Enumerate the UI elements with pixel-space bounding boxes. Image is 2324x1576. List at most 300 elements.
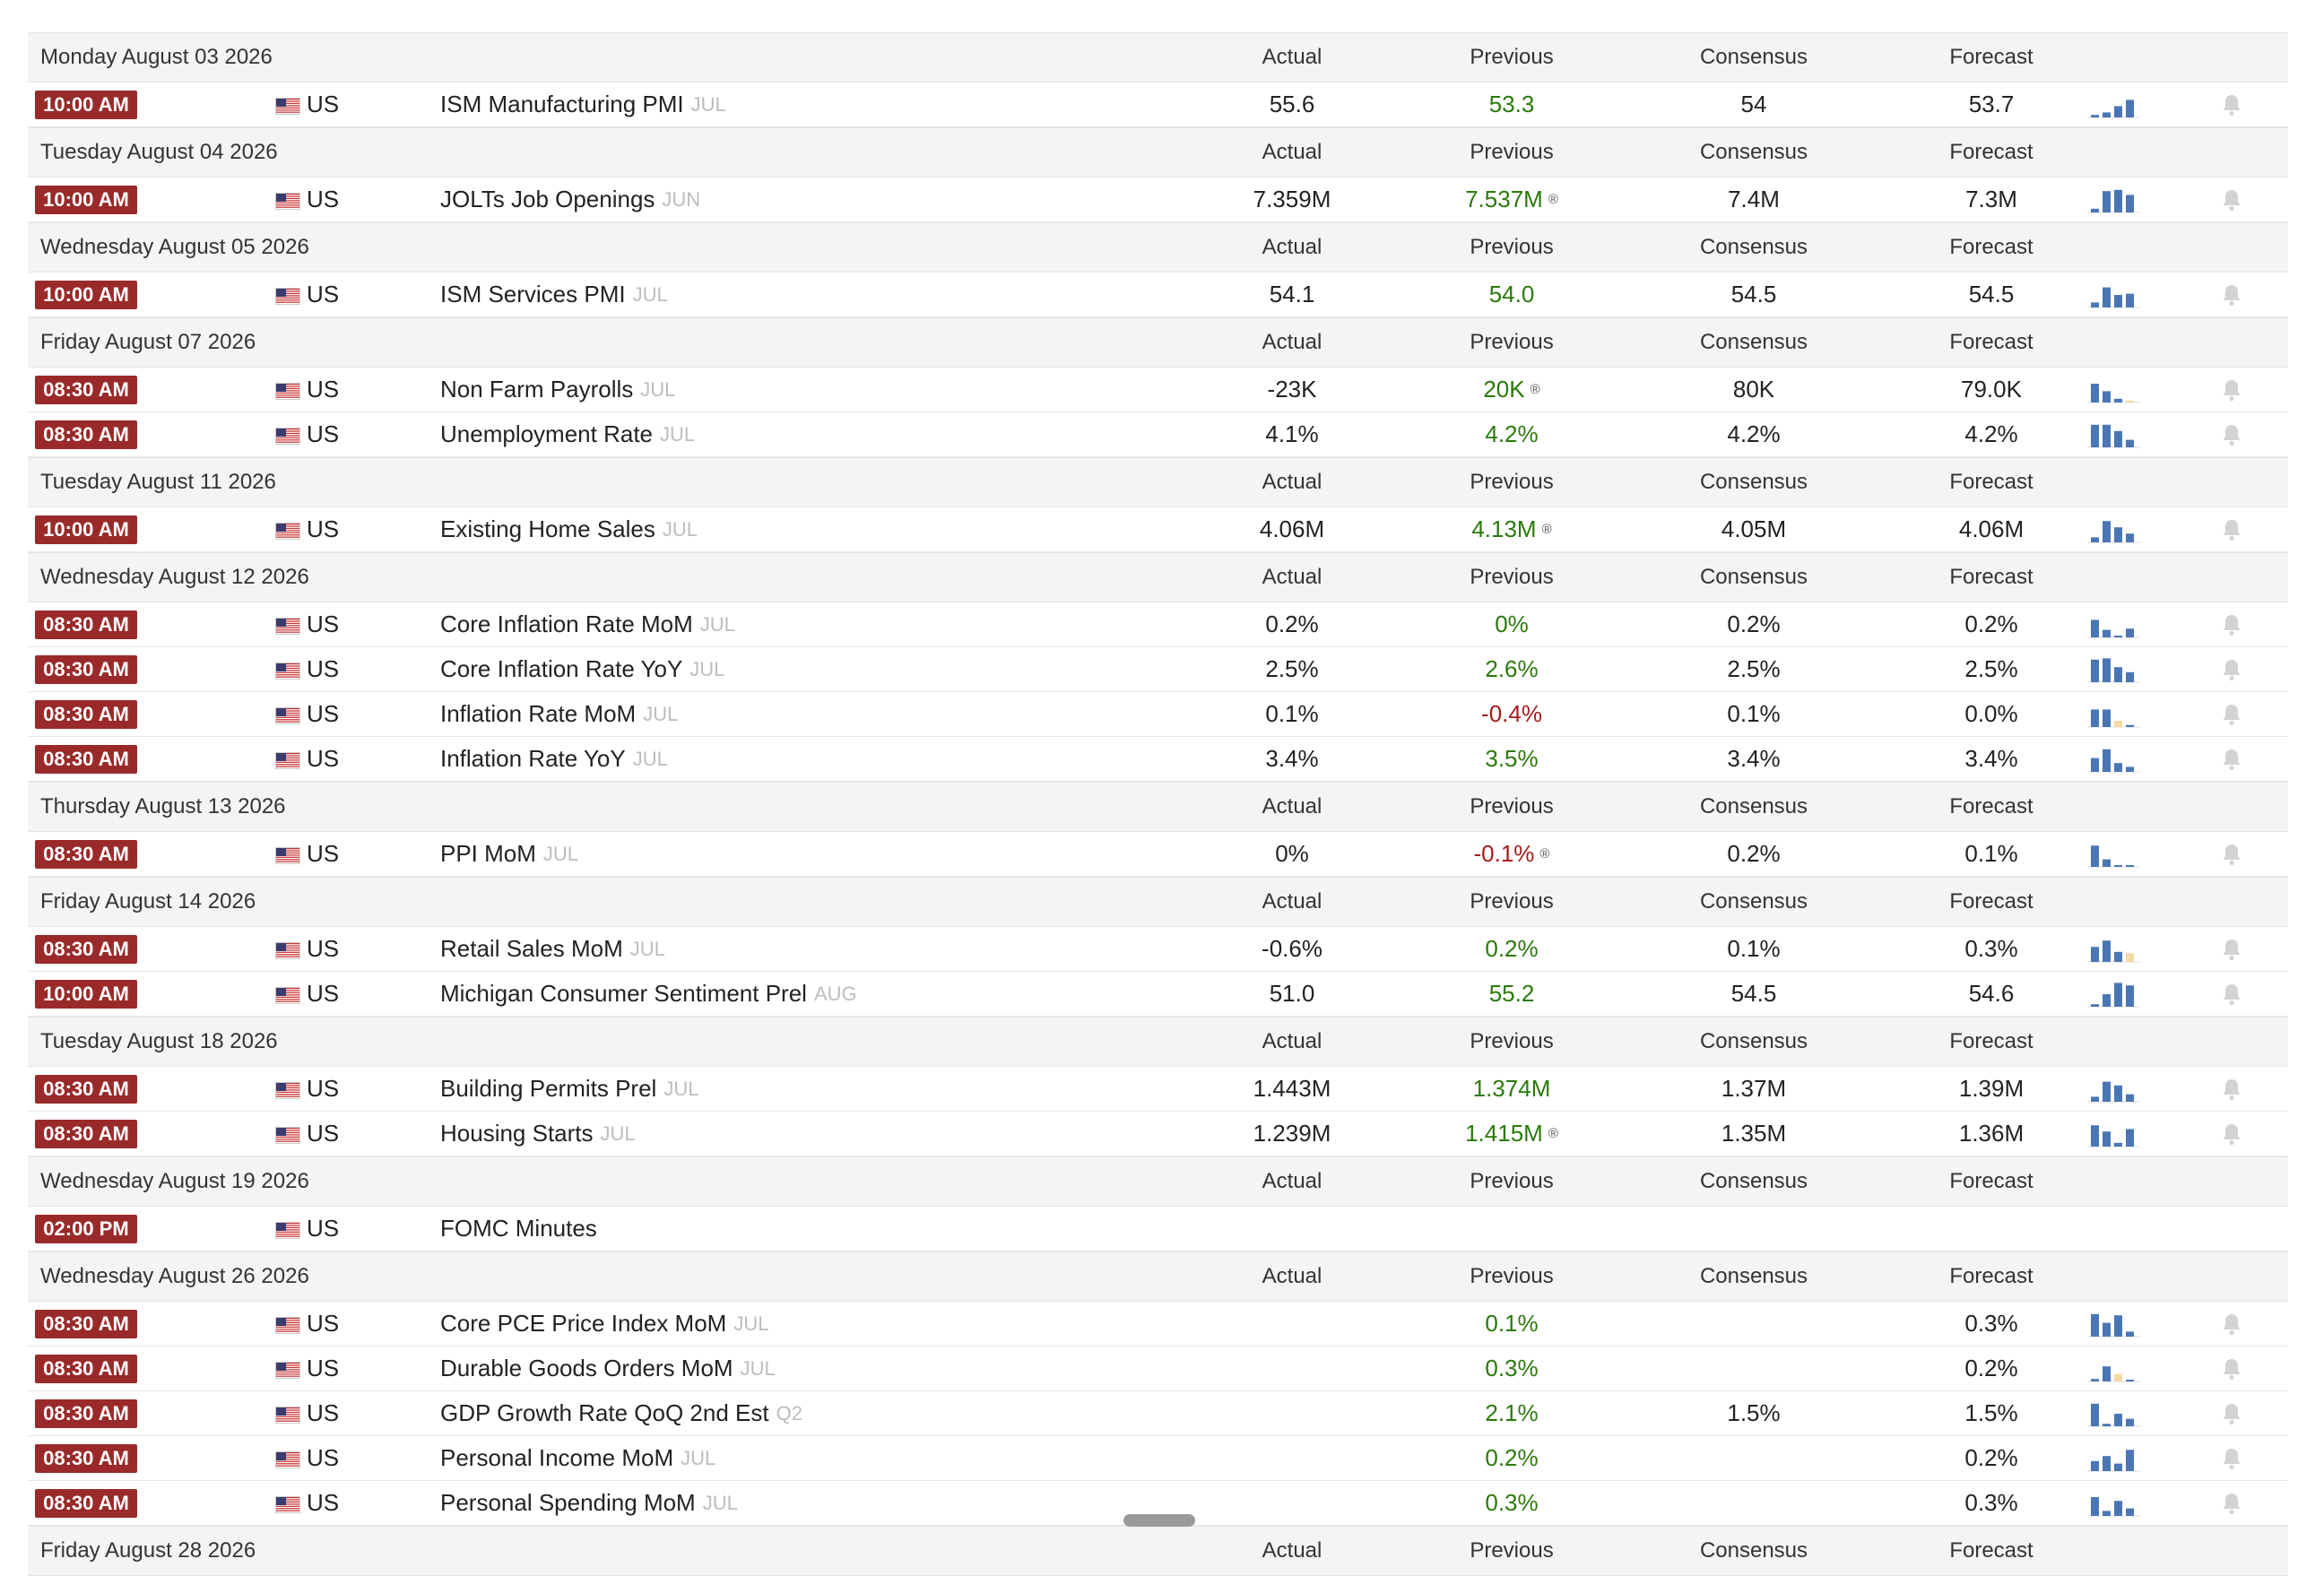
bell-icon[interactable] bbox=[2221, 1078, 2242, 1101]
country-code: US bbox=[307, 1355, 340, 1381]
sparkline-bar bbox=[2114, 636, 2122, 637]
previous-value-cell bbox=[1413, 692, 1610, 736]
event-row[interactable] bbox=[28, 1302, 2288, 1347]
event-row[interactable] bbox=[28, 972, 2288, 1017]
actual-column-header: Actual bbox=[1262, 1029, 1322, 1053]
forecast-column-header: Forecast bbox=[1949, 1538, 2034, 1563]
sparkline-bar bbox=[2091, 1404, 2099, 1426]
consensus-value: 1.5% bbox=[1727, 1399, 1781, 1426]
bell-icon[interactable] bbox=[2221, 93, 2242, 117]
previous-value-cell bbox=[1413, 927, 1610, 971]
bell-icon[interactable] bbox=[2221, 1122, 2242, 1146]
date-label: Friday August 14 2026 bbox=[40, 889, 256, 914]
forecast-column-header: Forecast bbox=[1949, 140, 2034, 164]
consensus-value: 80K bbox=[1732, 376, 1775, 403]
country-code: US bbox=[307, 610, 340, 637]
previous-column-header: Previous bbox=[1470, 1029, 1554, 1053]
consensus-value: 1.35M bbox=[1721, 1120, 1787, 1147]
consensus-value: 2.5% bbox=[1727, 655, 1781, 682]
sparkline-chart-icon[interactable] bbox=[2087, 746, 2141, 773]
event-name-link[interactable]: Inflation Rate YoY bbox=[440, 745, 626, 772]
event-name-cell[interactable] bbox=[440, 82, 726, 126]
forecast-column-header: Forecast bbox=[1949, 889, 2034, 914]
sparkline-chart-icon[interactable] bbox=[2087, 1445, 2141, 1472]
event-name-link[interactable]: FOMC Minutes bbox=[440, 1215, 597, 1242]
sparkline-chart-icon[interactable] bbox=[2087, 1311, 2141, 1338]
country-code: US bbox=[307, 1444, 340, 1471]
sparkline-bar bbox=[2126, 985, 2134, 1007]
actual-value: 4.1% bbox=[1265, 420, 1319, 447]
time-badge: 08:30 AM bbox=[35, 840, 137, 869]
sparkline-bar bbox=[2091, 209, 2099, 212]
sparkline-bar bbox=[2091, 947, 2099, 962]
date-header-row bbox=[28, 782, 2288, 832]
reference-period: JUL bbox=[542, 842, 579, 865]
previous-value-cell bbox=[1413, 1112, 1610, 1156]
forecast-column-header: Forecast bbox=[1949, 1264, 2034, 1288]
previous-column-header: Previous bbox=[1470, 794, 1554, 818]
previous-value-cell bbox=[1413, 737, 1610, 781]
event-name-cell[interactable] bbox=[440, 1391, 802, 1435]
previous-value-cell bbox=[1413, 1436, 1610, 1480]
consensus-column-header: Consensus bbox=[1699, 889, 1808, 914]
actual-value: 54.1 bbox=[1269, 281, 1315, 307]
consensus-column-header: Consensus bbox=[1699, 1169, 1808, 1193]
sparkline-bar bbox=[2114, 431, 2122, 447]
event-name-cell[interactable] bbox=[440, 1302, 768, 1346]
sparkline-bar bbox=[2126, 1129, 2134, 1147]
sparkline-bar bbox=[2103, 709, 2111, 727]
previous-value: 4.2% bbox=[1485, 420, 1539, 447]
sparkline-bar bbox=[2091, 758, 2099, 772]
event-name-link[interactable]: Existing Home Sales bbox=[440, 515, 655, 542]
actual-value: 7.359M bbox=[1253, 186, 1331, 212]
reference-period: JUL bbox=[600, 1121, 636, 1145]
time-badge: 08:30 AM bbox=[35, 1489, 137, 1518]
reference-period: JUL bbox=[660, 422, 696, 446]
forecast-value: 54.6 bbox=[1968, 980, 2015, 1007]
consensus-value: 7.4M bbox=[1728, 186, 1780, 212]
actual-column-header: Actual bbox=[1262, 235, 1322, 259]
date-label: Wednesday August 26 2026 bbox=[40, 1264, 309, 1288]
previous-value: 20K bbox=[1483, 376, 1525, 403]
previous-column-header: Previous bbox=[1470, 565, 1554, 589]
event-row[interactable] bbox=[28, 1207, 2288, 1251]
event-name-link[interactable]: Core PCE Price Index MoM bbox=[440, 1310, 727, 1337]
sparkline-bar bbox=[2126, 672, 2134, 682]
event-name-link[interactable]: Building Permits Prel bbox=[440, 1075, 657, 1102]
previous-value: 53.3 bbox=[1488, 91, 1535, 117]
event-row[interactable] bbox=[28, 832, 2288, 877]
sparkline-bar bbox=[2126, 725, 2134, 727]
sparkline-bar bbox=[2126, 1331, 2134, 1337]
consensus-value: 3.4% bbox=[1727, 745, 1781, 772]
sparkline-chart-icon[interactable] bbox=[2087, 1400, 2141, 1427]
sparkline-chart-icon[interactable] bbox=[2087, 1490, 2141, 1517]
sparkline-chart-icon[interactable] bbox=[2087, 186, 2141, 213]
forecast-value: 0.1% bbox=[1964, 840, 2018, 867]
consensus-column-header: Consensus bbox=[1699, 235, 1808, 259]
us-flag-icon bbox=[276, 988, 299, 1003]
sparkline-bar bbox=[2103, 1131, 2111, 1147]
event-row[interactable] bbox=[28, 647, 2288, 692]
bell-icon[interactable] bbox=[2221, 188, 2242, 212]
forecast-value: 7.3M bbox=[1965, 186, 2017, 212]
consensus-value: 0.1% bbox=[1727, 700, 1781, 727]
sparkline-bar bbox=[2103, 521, 2111, 542]
sparkline-bar bbox=[2091, 709, 2099, 727]
sparkline-chart-icon[interactable] bbox=[2087, 281, 2141, 308]
sparkline-bar bbox=[2114, 865, 2122, 867]
event-name-link[interactable]: ISM Services PMI bbox=[440, 281, 626, 307]
country-code: US bbox=[307, 1399, 340, 1426]
event-name-cell[interactable] bbox=[440, 647, 724, 691]
forecast-value: 0.3% bbox=[1964, 935, 2018, 962]
consensus-column-header: Consensus bbox=[1699, 565, 1808, 589]
actual-value bbox=[1193, 1391, 1391, 1435]
previous-column-header: Previous bbox=[1470, 330, 1554, 354]
previous-value-cell bbox=[1413, 507, 1610, 551]
sparkline-bar bbox=[2114, 1414, 2122, 1426]
event-name-cell[interactable] bbox=[440, 1207, 597, 1251]
consensus-column-header: Consensus bbox=[1699, 330, 1808, 354]
date-label: Wednesday August 05 2026 bbox=[40, 235, 309, 259]
consensus-value: 0.1% bbox=[1727, 935, 1781, 962]
event-row[interactable] bbox=[28, 1436, 2288, 1481]
us-flag-icon bbox=[276, 753, 299, 768]
actual-value: 0% bbox=[1275, 840, 1309, 867]
consensus-column-header: Consensus bbox=[1699, 45, 1808, 69]
event-name-cell[interactable] bbox=[440, 1067, 698, 1111]
date-header-row bbox=[28, 457, 2288, 507]
reference-period: JUL bbox=[662, 517, 698, 541]
sparkline-chart-icon[interactable] bbox=[2087, 841, 2141, 868]
event-row[interactable] bbox=[28, 1112, 2288, 1156]
bell-icon[interactable] bbox=[2221, 843, 2242, 866]
bell-icon[interactable] bbox=[2221, 1447, 2242, 1470]
actual-value bbox=[1193, 1347, 1391, 1390]
bell-icon[interactable] bbox=[2221, 518, 2242, 541]
bell-icon[interactable] bbox=[2221, 613, 2242, 636]
event-name-cell[interactable] bbox=[440, 1112, 636, 1156]
country-code: US bbox=[307, 376, 340, 403]
forecast-value: 1.5% bbox=[1964, 1399, 2018, 1426]
reference-period: JUL bbox=[663, 1077, 699, 1100]
reference-period: JUL bbox=[699, 612, 735, 636]
date-label: Tuesday August 04 2026 bbox=[40, 140, 278, 164]
forecast-value: 1.36M bbox=[1958, 1120, 2025, 1147]
consensus-value: 4.2% bbox=[1727, 420, 1781, 447]
previous-column-header: Previous bbox=[1470, 889, 1554, 914]
sparkline-chart-icon[interactable] bbox=[2087, 516, 2141, 543]
forecast-value: 0.2% bbox=[1964, 1355, 2018, 1381]
sparkline-bar bbox=[2114, 1143, 2122, 1147]
event-name-link[interactable]: JOLTs Job Openings bbox=[440, 186, 655, 212]
event-name-cell[interactable] bbox=[440, 832, 578, 876]
actual-value: -23K bbox=[1267, 376, 1317, 403]
event-row[interactable] bbox=[28, 273, 2288, 317]
sparkline-bar bbox=[2091, 1314, 2099, 1337]
previous-column-header: Previous bbox=[1470, 1538, 1554, 1563]
previous-value-cell bbox=[1413, 1302, 1610, 1346]
consensus-column-header: Consensus bbox=[1699, 1029, 1808, 1053]
sparkline-bar bbox=[2091, 619, 2099, 637]
previous-value-cell bbox=[1413, 1391, 1610, 1435]
actual-value: 3.4% bbox=[1265, 745, 1319, 772]
consensus-value: 0.2% bbox=[1727, 610, 1781, 637]
date-header-row bbox=[28, 1526, 2288, 1576]
event-row[interactable] bbox=[28, 1067, 2288, 1112]
time-badge: 08:30 AM bbox=[35, 1355, 137, 1383]
consensus-value: 0.2% bbox=[1727, 840, 1781, 867]
forecast-value: 0.2% bbox=[1964, 610, 2018, 637]
actual-value: 51.0 bbox=[1269, 980, 1315, 1007]
event-name-link[interactable]: PPI MoM bbox=[440, 840, 536, 867]
forecast-value: 53.7 bbox=[1968, 91, 2015, 117]
us-flag-icon bbox=[276, 1363, 299, 1378]
previous-column-header: Previous bbox=[1470, 45, 1554, 69]
sparkline-bar bbox=[2103, 940, 2111, 962]
registered-icon: ® bbox=[1548, 192, 1558, 207]
event-name-link[interactable]: Inflation Rate MoM bbox=[440, 700, 637, 727]
previous-value: 0.3% bbox=[1485, 1355, 1539, 1381]
sparkline-bar bbox=[2103, 630, 2111, 637]
sparkline-bar bbox=[2103, 749, 2111, 772]
previous-value: 0.1% bbox=[1485, 1310, 1539, 1337]
country-code: US bbox=[307, 186, 340, 212]
bell-icon[interactable] bbox=[2221, 658, 2242, 681]
sparkline-bar bbox=[2091, 115, 2099, 117]
sparkline-chart-icon[interactable] bbox=[2087, 91, 2141, 118]
previous-value: -0.1% bbox=[1473, 840, 1535, 867]
event-name-cell[interactable] bbox=[440, 273, 668, 316]
forecast-value bbox=[1893, 1207, 2090, 1251]
bell-icon[interactable] bbox=[2221, 1312, 2242, 1336]
event-row[interactable] bbox=[28, 927, 2288, 972]
event-name-link[interactable]: GDP Growth Rate QoQ 2nd Est bbox=[440, 1399, 769, 1426]
time-badge: 08:30 AM bbox=[35, 700, 137, 729]
event-name-link[interactable]: Core Inflation Rate MoM bbox=[440, 610, 693, 637]
event-row[interactable] bbox=[28, 178, 2288, 222]
sparkline-chart-icon[interactable] bbox=[2087, 421, 2141, 448]
date-header-row bbox=[28, 1017, 2288, 1067]
previous-value: 3.5% bbox=[1485, 745, 1539, 772]
sparkline-bar bbox=[2114, 1464, 2122, 1471]
country-code: US bbox=[307, 745, 340, 772]
us-flag-icon bbox=[276, 708, 299, 723]
sparkline-chart-icon[interactable] bbox=[2087, 981, 2141, 1008]
event-name-link[interactable]: Housing Starts bbox=[440, 1120, 594, 1147]
us-flag-icon bbox=[276, 943, 299, 958]
sparkline-bar bbox=[2114, 295, 2122, 307]
event-name-cell[interactable] bbox=[440, 507, 698, 551]
previous-value: 0% bbox=[1495, 610, 1529, 637]
event-name-link[interactable]: Michigan Consumer Sentiment Prel bbox=[440, 980, 807, 1007]
event-name-cell[interactable] bbox=[440, 602, 735, 646]
reference-period: JUL bbox=[632, 747, 668, 770]
previous-value: 2.6% bbox=[1485, 655, 1539, 682]
event-name-link[interactable]: Core Inflation Rate YoY bbox=[440, 655, 683, 682]
time-badge: 08:30 AM bbox=[35, 1399, 137, 1428]
sparkline-chart-icon[interactable] bbox=[2087, 1121, 2141, 1147]
sparkline-bar bbox=[2126, 1450, 2134, 1471]
forecast-value: 3.4% bbox=[1964, 745, 2018, 772]
event-name-cell[interactable] bbox=[440, 692, 678, 736]
event-name-link[interactable]: Unemployment Rate bbox=[440, 420, 653, 447]
bell-icon[interactable] bbox=[2221, 378, 2242, 402]
event-name-cell[interactable] bbox=[440, 927, 665, 971]
actual-column-header: Actual bbox=[1262, 470, 1322, 494]
sparkline-chart-icon[interactable] bbox=[2087, 1355, 2141, 1382]
bell-icon[interactable] bbox=[2221, 1357, 2242, 1381]
sparkline-bar bbox=[2126, 766, 2134, 772]
bell-icon[interactable] bbox=[2221, 748, 2242, 771]
sparkline-bar bbox=[2091, 302, 2099, 307]
forecast-value: 4.2% bbox=[1964, 420, 2018, 447]
forecast-value: 1.39M bbox=[1958, 1075, 2025, 1102]
sparkline-bar bbox=[2114, 399, 2122, 403]
event-name-cell[interactable] bbox=[440, 368, 675, 411]
event-name-cell[interactable] bbox=[440, 178, 700, 221]
event-name-cell[interactable] bbox=[440, 972, 857, 1016]
date-label: Friday August 28 2026 bbox=[40, 1538, 256, 1563]
event-name-link[interactable]: Retail Sales MoM bbox=[440, 935, 623, 962]
actual-column-header: Actual bbox=[1262, 1538, 1322, 1563]
event-row[interactable] bbox=[28, 368, 2288, 412]
sparkline-bar bbox=[2126, 1380, 2134, 1381]
event-row[interactable] bbox=[28, 1347, 2288, 1391]
date-header-row bbox=[28, 222, 2288, 273]
date-label: Friday August 07 2026 bbox=[40, 330, 256, 354]
forecast-column-header: Forecast bbox=[1949, 235, 2034, 259]
sparkline-chart-icon[interactable] bbox=[2087, 936, 2141, 963]
previous-column-header: Previous bbox=[1470, 470, 1554, 494]
sparkline-bar bbox=[2126, 294, 2134, 307]
sparkline-bar bbox=[2114, 667, 2122, 682]
sparkline-bar bbox=[2126, 401, 2134, 403]
event-name-cell[interactable] bbox=[440, 1436, 715, 1480]
scroll-handle[interactable] bbox=[1123, 1514, 1195, 1527]
bell-icon[interactable] bbox=[2221, 1492, 2242, 1515]
actual-value: 0.2% bbox=[1265, 610, 1319, 637]
forecast-column-header: Forecast bbox=[1949, 1029, 2034, 1053]
us-flag-icon bbox=[276, 1083, 299, 1098]
previous-column-header: Previous bbox=[1470, 140, 1554, 164]
event-name-cell[interactable] bbox=[440, 737, 668, 781]
event-name-link[interactable]: Personal Spending MoM bbox=[440, 1489, 696, 1516]
reference-period: JUL bbox=[632, 282, 668, 306]
us-flag-icon bbox=[276, 1497, 299, 1512]
forecast-column-header: Forecast bbox=[1949, 470, 2034, 494]
actual-value bbox=[1193, 1207, 1391, 1251]
actual-value: 1.239M bbox=[1253, 1120, 1331, 1147]
sparkline-chart-icon[interactable] bbox=[2087, 1076, 2141, 1103]
us-flag-icon bbox=[276, 194, 299, 209]
event-name-link[interactable]: Personal Income MoM bbox=[440, 1444, 674, 1471]
bell-icon[interactable] bbox=[2221, 938, 2242, 961]
time-badge: 08:30 AM bbox=[35, 1075, 137, 1104]
economic-calendar-table bbox=[28, 32, 2288, 1576]
sparkline-chart-icon[interactable] bbox=[2087, 701, 2141, 728]
consensus-value: 54 bbox=[1740, 91, 1767, 117]
event-name-link[interactable]: Durable Goods Orders MoM bbox=[440, 1355, 733, 1381]
country-code: US bbox=[307, 700, 340, 727]
time-badge: 08:30 AM bbox=[35, 1120, 137, 1148]
consensus-value bbox=[1655, 1347, 1852, 1390]
consensus-value bbox=[1655, 1436, 1852, 1480]
event-name-cell[interactable] bbox=[440, 1347, 776, 1390]
bell-icon[interactable] bbox=[2221, 1402, 2242, 1425]
country-code: US bbox=[307, 1310, 340, 1337]
event-name-link[interactable]: ISM Manufacturing PMI bbox=[440, 91, 684, 117]
us-flag-icon bbox=[276, 524, 299, 539]
us-flag-icon bbox=[276, 1318, 299, 1333]
sparkline-bar bbox=[2114, 106, 2122, 117]
actual-value: 2.5% bbox=[1265, 655, 1319, 682]
actual-column-header: Actual bbox=[1262, 330, 1322, 354]
time-badge: 10:00 AM bbox=[35, 515, 137, 544]
sparkline-bar bbox=[2091, 384, 2099, 403]
event-row[interactable] bbox=[28, 1391, 2288, 1436]
reference-period: JUL bbox=[681, 1446, 716, 1469]
sparkline-bar bbox=[2091, 1497, 2099, 1516]
previous-value-cell bbox=[1413, 273, 1610, 316]
forecast-column-header: Forecast bbox=[1949, 330, 2034, 354]
us-flag-icon bbox=[276, 1223, 299, 1238]
sparkline-bar bbox=[2091, 1004, 2099, 1007]
time-badge: 10:00 AM bbox=[35, 91, 137, 119]
sparkline-chart-icon[interactable] bbox=[2087, 377, 2141, 403]
bell-icon[interactable] bbox=[2221, 283, 2242, 307]
consensus-value bbox=[1655, 1207, 1852, 1251]
previous-value-cell bbox=[1413, 972, 1610, 1016]
reference-period: JUL bbox=[643, 702, 679, 725]
forecast-column-header: Forecast bbox=[1949, 1169, 2034, 1193]
event-row[interactable] bbox=[28, 507, 2288, 552]
previous-value: 54.0 bbox=[1488, 281, 1535, 307]
actual-value: 55.6 bbox=[1269, 91, 1315, 117]
sparkline-chart-icon[interactable] bbox=[2087, 611, 2141, 638]
event-row[interactable] bbox=[28, 692, 2288, 737]
date-header-row bbox=[28, 317, 2288, 368]
previous-value-cell bbox=[1413, 368, 1610, 411]
event-row[interactable] bbox=[28, 737, 2288, 782]
previous-value: 0.3% bbox=[1485, 1489, 1539, 1516]
forecast-value: 54.5 bbox=[1968, 281, 2015, 307]
previous-value-cell bbox=[1413, 82, 1610, 126]
us-flag-icon bbox=[276, 848, 299, 863]
reference-period: JUL bbox=[640, 377, 676, 401]
reference-period: JUL bbox=[690, 92, 726, 116]
previous-value: 7.537M bbox=[1465, 186, 1543, 212]
bell-icon[interactable] bbox=[2221, 983, 2242, 1006]
forecast-value: 0.3% bbox=[1964, 1489, 2018, 1516]
sparkline-bar bbox=[2114, 1086, 2122, 1102]
bell-icon[interactable] bbox=[2221, 703, 2242, 726]
sparkline-bar bbox=[2103, 994, 2111, 1007]
bell-icon[interactable] bbox=[2221, 423, 2242, 446]
sparkline-bar bbox=[2114, 983, 2122, 1007]
sparkline-chart-icon[interactable] bbox=[2087, 656, 2141, 683]
event-row[interactable] bbox=[28, 412, 2288, 457]
consensus-value: 54.5 bbox=[1730, 281, 1777, 307]
previous-value-cell bbox=[1413, 647, 1610, 691]
event-name-link[interactable]: Non Farm Payrolls bbox=[440, 376, 634, 403]
event-row[interactable] bbox=[28, 602, 2288, 647]
event-name-cell[interactable] bbox=[440, 412, 695, 456]
event-row[interactable] bbox=[28, 82, 2288, 127]
us-flag-icon bbox=[276, 384, 299, 399]
